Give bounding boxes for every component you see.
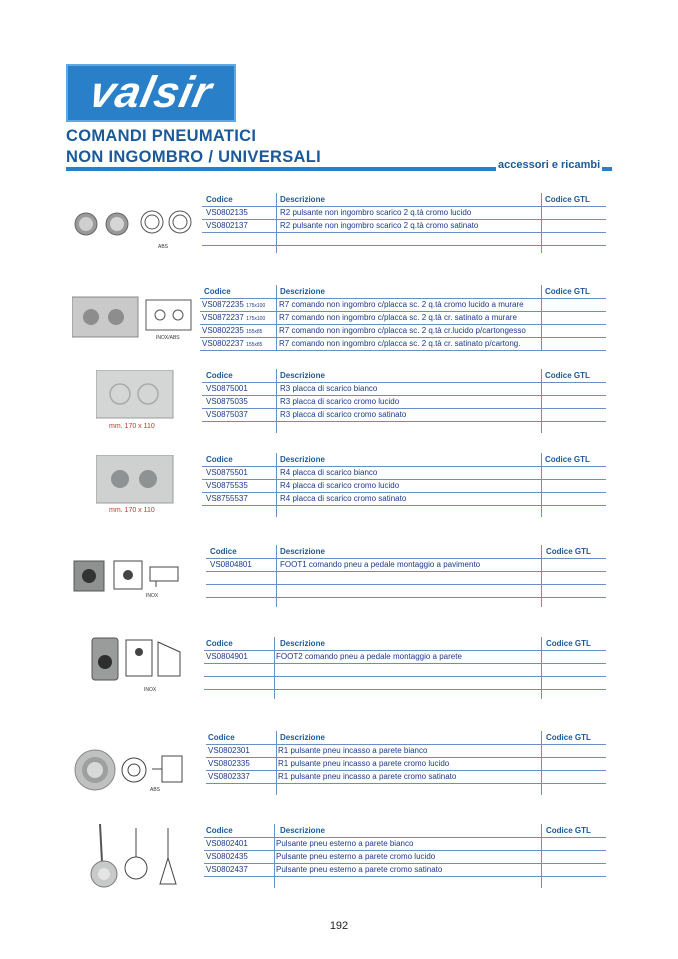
row-code: VS0872237 175x100 [202, 313, 266, 322]
col-code-header: Codice [210, 547, 237, 556]
table-row [202, 232, 606, 246]
col-desc-header: Descrizione [280, 455, 325, 464]
row-code: VS0875035 [206, 397, 248, 406]
col-desc-header: Descrizione [280, 826, 325, 835]
product-table [202, 193, 606, 253]
col-code-header: Codice [208, 733, 235, 742]
product-image-r4 [96, 455, 176, 505]
row-code: VS0875535 [206, 481, 248, 490]
row-code: VS0875001 [206, 384, 248, 393]
table-row [206, 770, 606, 784]
table-row [202, 492, 606, 506]
col-desc-header: Descrizione [280, 639, 325, 648]
row-desc: R7 comando non ingombro c/placca sc. 2 q.tà cr. satinato p/cartong. [279, 339, 521, 348]
product-image-r7 [72, 294, 197, 344]
col-gtl-header: Codice GTL [545, 287, 590, 296]
table-row [202, 219, 606, 233]
table-row [202, 395, 606, 409]
row-desc: FOOT1 comando pneu a pedale montaggio a pavimento [280, 560, 481, 569]
row-desc: R1 pulsante pneu incasso a parete bianco [278, 746, 428, 755]
image-caption: ABS [150, 787, 161, 793]
row-desc: Pulsante pneu esterno a parete cromo satinato [276, 865, 443, 874]
col-code-header: Codice [206, 371, 233, 380]
table-header [202, 369, 606, 383]
product-image-r3 [96, 370, 176, 420]
row-code: VS0802401 [206, 839, 248, 848]
col-code-header: Codice [206, 639, 233, 648]
table-row [200, 311, 606, 325]
col-gtl-header: Codice GTL [545, 455, 590, 464]
product-table [202, 453, 606, 517]
table-row [202, 408, 606, 422]
row-code: VS0875501 [206, 468, 248, 477]
image-caption: INOX [144, 687, 157, 693]
row-code: VS0804901 [206, 652, 248, 661]
table-row [204, 863, 606, 877]
col-code-header: Codice [206, 826, 233, 835]
col-desc-header: Descrizione [280, 371, 325, 380]
row-desc: R2 pulsante non ingombro scarico 2 q.tà cromo satinato [280, 221, 479, 230]
row-code: VS0804801 [210, 560, 252, 569]
col-gtl-header: Codice GTL [546, 547, 591, 556]
row-desc: R1 pulsante pneu incasso a parete cromo lucido [278, 759, 450, 768]
row-code: VS0802337 [208, 772, 250, 781]
col-gtl-header: Codice GTL [545, 195, 590, 204]
table-row [206, 757, 606, 771]
product-table [206, 731, 606, 795]
row-desc: R3 placca di scarico cromo lucido [280, 397, 400, 406]
page-subtitle: accessori e ricambi [498, 159, 601, 171]
row-code: VS0802135 [206, 208, 248, 217]
col-gtl-header: Codice GTL [545, 371, 590, 380]
col-desc-header: Descrizione [280, 195, 325, 204]
table-row [204, 850, 606, 864]
row-desc: Pulsante pneu esterno a parete cromo lucido [276, 852, 436, 861]
table-header [202, 453, 606, 467]
table-row [200, 298, 606, 312]
row-desc: R7 comando non ingombro c/placca sc. 2 q.tà cromo lucido a murare [279, 300, 524, 309]
product-table [204, 824, 606, 888]
dimension-label: mm. 170 x 110 [109, 423, 155, 430]
row-desc: R7 comando non ingombro c/placca sc. 2 q.tà cr.lucido p/cartongesso [279, 326, 526, 335]
product-image-foot1 [72, 555, 197, 600]
table-header [206, 731, 606, 745]
table-row [204, 663, 606, 677]
row-desc: R4 placca di scarico bianco [280, 468, 378, 477]
col-code-header: Codice [206, 195, 233, 204]
col-code-header: Codice [204, 287, 231, 296]
row-desc: R2 pulsante non ingombro scarico 2 q.tà cromo lucido [280, 208, 472, 217]
table-row [206, 744, 606, 758]
col-gtl-header: Codice GTL [546, 826, 591, 835]
row-code: VS0802301 [208, 746, 250, 755]
product-table [202, 369, 606, 433]
row-desc: FOOT2 comando pneu a pedale montaggio a parete [276, 652, 462, 661]
col-gtl-header: Codice GTL [546, 639, 591, 648]
table-row [206, 584, 606, 598]
row-code: VS0875037 [206, 410, 248, 419]
row-desc: Pulsante pneu esterno a parete bianco [276, 839, 414, 848]
table-header [206, 545, 606, 559]
table-header [200, 285, 606, 299]
product-table [206, 545, 606, 607]
row-code: VS0802237 155x85 [202, 339, 263, 348]
table-header [202, 193, 606, 207]
table-row [200, 337, 606, 351]
page-number: 192 [329, 920, 349, 932]
product-image-r2 [72, 203, 197, 255]
product-table [204, 637, 606, 699]
row-desc: R1 pulsante pneu incasso a parete cromo satinato [278, 772, 457, 781]
product-image-external-button [80, 822, 190, 890]
table-row [206, 571, 606, 585]
image-caption: INOX/ABS [156, 335, 180, 341]
row-code: VS0802435 [206, 852, 248, 861]
table-row [202, 382, 606, 396]
product-image-r1 [72, 744, 197, 794]
table-header [204, 824, 606, 838]
row-desc: R7 comando non ingombro c/placca sc. 2 q.tà cr. satinato a murare [279, 313, 517, 322]
brand-name: valsir [85, 68, 217, 117]
row-code: VS0802437 [206, 865, 248, 874]
table-row [202, 479, 606, 493]
col-gtl-header: Codice GTL [546, 733, 591, 742]
image-caption: ABS [158, 244, 169, 250]
table-row [202, 466, 606, 480]
row-code: VS8755537 [206, 494, 248, 503]
product-image-foot2 [88, 636, 188, 694]
table-row [204, 650, 606, 664]
table-row [202, 206, 606, 220]
page-title-line1: COMANDI PNEUMATICI [66, 127, 257, 145]
table-header [204, 637, 606, 651]
table-row [204, 837, 606, 851]
row-desc: R3 placca di scarico cromo satinato [280, 410, 407, 419]
col-desc-header: Descrizione [280, 733, 325, 742]
col-desc-header: Descrizione [280, 287, 325, 296]
col-code-header: Codice [206, 455, 233, 464]
col-desc-header: Descrizione [280, 547, 325, 556]
product-table [200, 285, 606, 351]
row-desc: R4 placca di scarico cromo satinato [280, 494, 407, 503]
table-row [200, 324, 606, 338]
row-code: VS0802335 [208, 759, 250, 768]
row-code: VS0802137 [206, 221, 248, 230]
row-desc: R4 placca di scarico cromo lucido [280, 481, 400, 490]
row-desc: R3 placca di scarico bianco [280, 384, 378, 393]
valsir-logo [66, 64, 236, 122]
image-caption: INOX [146, 593, 159, 599]
dimension-label: mm. 170 x 110 [109, 507, 155, 514]
row-code: VS0802235 155x85 [202, 326, 263, 335]
page-title-line2: NON INGOMBRO / UNIVERSALI [66, 148, 322, 166]
table-row [204, 676, 606, 690]
row-code: VS0872235 175x100 [202, 300, 266, 309]
table-row [206, 558, 606, 572]
